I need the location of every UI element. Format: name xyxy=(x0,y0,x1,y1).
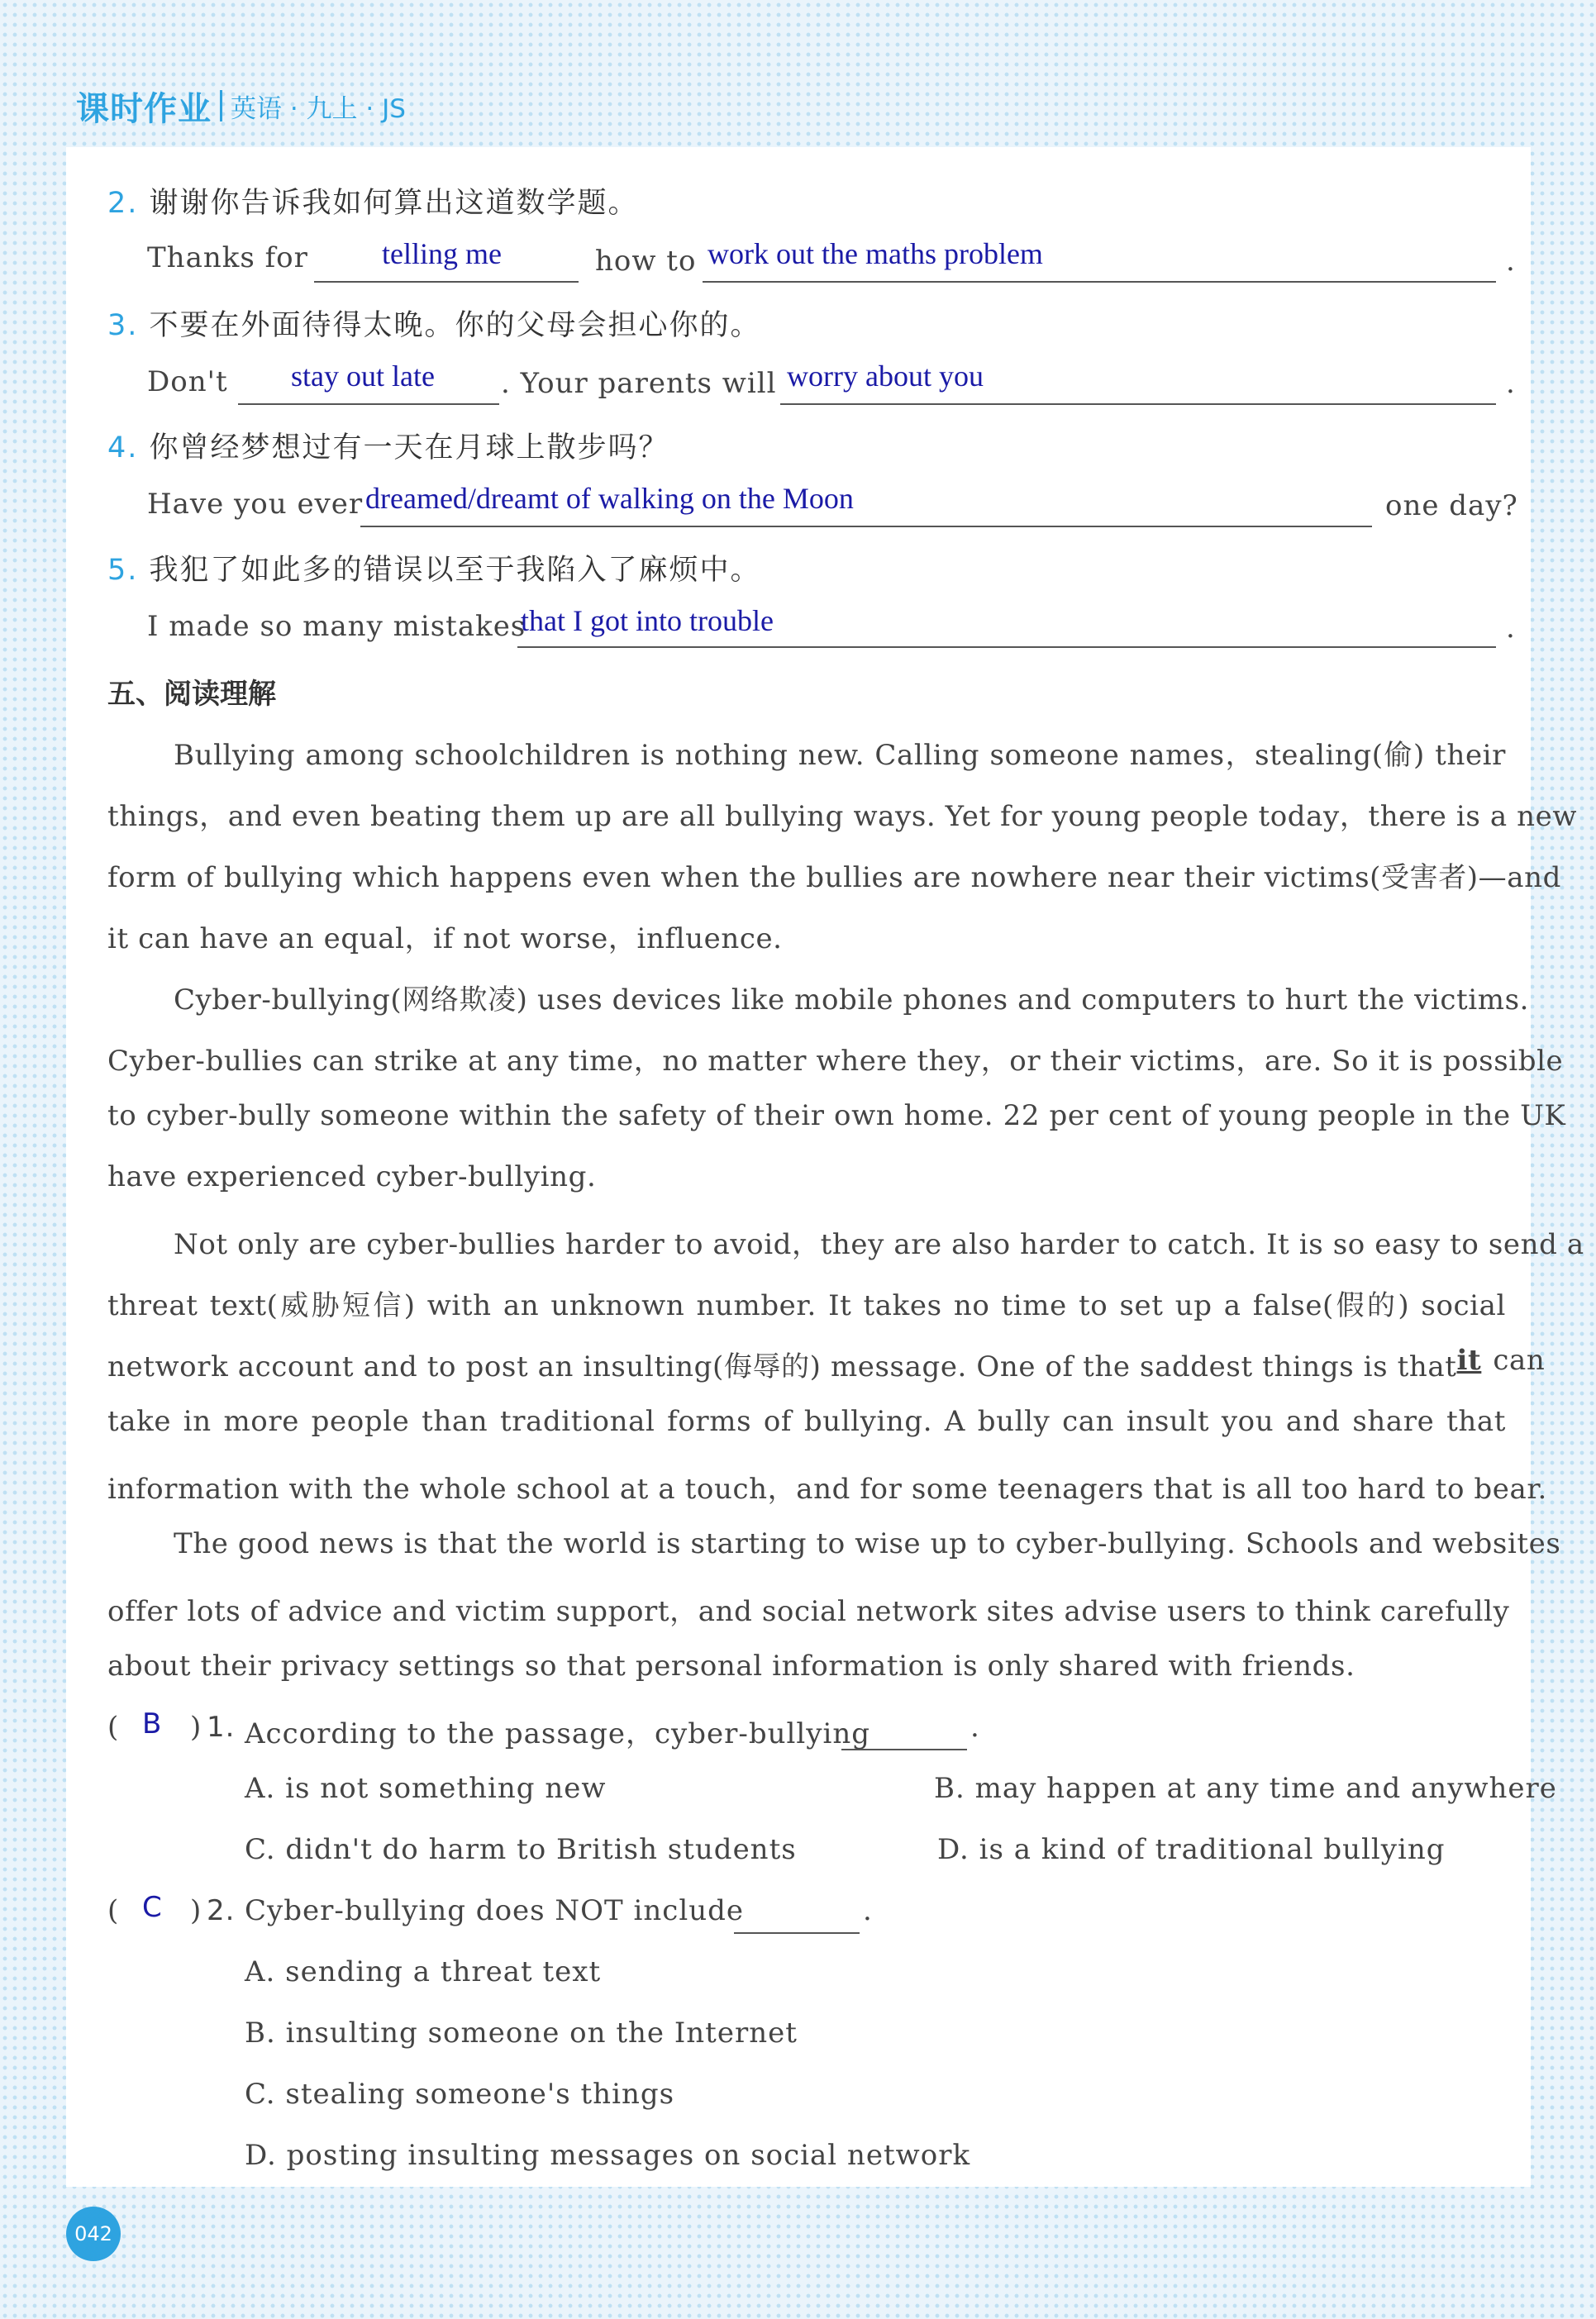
page-header xyxy=(76,81,406,131)
translation-item-4-end: one day? xyxy=(1385,489,1518,522)
translation-item-2-end: . xyxy=(1506,245,1516,278)
translation-item-4-blank1 xyxy=(360,526,1372,527)
passage-line-7: to cyber-bully someone within the safety of their own home. 22 per cent of young people in the UK xyxy=(107,1099,1566,1132)
passage-line-15: offer lots of advice and victim support，and social network sites advise users to think carefully xyxy=(107,1595,1510,1628)
question-1-option-a: A. is not something new xyxy=(245,1772,607,1805)
translation-item-3-chinese: 3. 不要在外面待得太晚。你的父母会担心你的。 xyxy=(107,309,761,342)
passage-line-5: Cyber-bullying(网络欺凌) uses devices like mobile phones and computers to hurt the victims. xyxy=(174,983,1530,1017)
translation-item-2-blank2 xyxy=(703,281,1496,283)
translation-item-5-chinese: 5. 我犯了如此多的错误以至于我陷入了麻烦中。 xyxy=(107,554,761,587)
translation-item-3-end: . xyxy=(1506,367,1516,400)
translation-item-2-answer1: telling me xyxy=(382,237,502,270)
page-number: 042 xyxy=(66,2207,121,2261)
question-2-end: . xyxy=(863,1894,873,1927)
question-1-answer: B xyxy=(142,1707,162,1740)
question-1-paren-close: ) xyxy=(190,1711,202,1744)
passage-line-14: The good news is that the world is starting to wise up to cyber-bullying. Schools and websites xyxy=(174,1527,1561,1560)
question-2-option-d: D. posting insulting messages on social network xyxy=(245,2139,971,2172)
question-2-option-b: B. insulting someone on the Internet xyxy=(245,2017,798,2050)
question-2-paren-open: ( xyxy=(107,1894,120,1927)
brand-title: 课时作业 xyxy=(76,89,212,128)
translation-item-5-end: . xyxy=(1506,612,1516,645)
translation-item-5-part1: I made so many mistakes xyxy=(147,610,526,643)
question-1-option-b: B. may happen at any time and anywhere xyxy=(934,1772,1557,1805)
translation-item-3-part1: Don't xyxy=(147,365,228,398)
passage-line-6: Cyber-bullies can strike at any time，no matter where they，or their victims，are. So it is possible xyxy=(107,1045,1564,1078)
question-1-stem: According to the passage，cyber-bullying xyxy=(245,1717,871,1750)
translation-item-2-part2: how to xyxy=(595,245,697,278)
passage-line-9: Not only are cyber-bullies harder to avoid，they are also harder to catch. It is so easy to send a xyxy=(174,1228,1584,1261)
passage-line-10: threat text(威胁短信) with an unknown number. It takes no time to set up a false(假的) social xyxy=(107,1289,1506,1322)
passage-line-4: it can have an equal，if not worse，influence. xyxy=(107,922,783,955)
reading-section-title: 五、阅读理解 xyxy=(107,678,276,711)
question-2-answer: C xyxy=(142,1891,162,1924)
translation-item-2-blank1 xyxy=(314,281,579,283)
translation-item-5-answer1: that I got into trouble xyxy=(521,604,774,637)
passage-line-16: about their privacy settings so that personal information is only shared with friends. xyxy=(107,1650,1355,1683)
question-1-end: . xyxy=(970,1711,980,1744)
question-2-paren-close: ) xyxy=(190,1894,202,1927)
translation-item-4-chinese: 4. 你曾经梦想过有一天在月球上散步吗？ xyxy=(107,431,669,464)
translation-item-4-part1: Have you ever xyxy=(147,488,364,521)
question-1-blank xyxy=(841,1749,967,1750)
translation-item-2-answer2: work out the maths problem xyxy=(707,237,1043,270)
translation-item-3-answer1: stay out late xyxy=(291,360,435,393)
passage-line-2: things，and even beating them up are all bullying ways. Yet for young people today，there is a new xyxy=(107,800,1578,833)
passage-line-13: information with the whole school at a touch，and for some teenagers that is all too hard to bear. xyxy=(107,1473,1547,1506)
question-1-paren-open: ( xyxy=(107,1711,120,1744)
translation-item-5-blank1 xyxy=(517,646,1496,648)
passage-line-3: form of bullying which happens even when the bullies are nowhere near their victims(受害者)—and xyxy=(107,861,1562,894)
question-1-number: 1. xyxy=(207,1711,236,1744)
passage-line-11: network account and to post an insulting(侮辱的) message. One of the saddest things is that it can xyxy=(107,1344,1546,1383)
translation-item-3-blank2 xyxy=(780,403,1496,405)
translation-item-3-answer2: worry about you xyxy=(787,360,984,393)
passage-line-1: Bullying among schoolchildren is nothing new. Calling someone names，stealing(偷) their xyxy=(174,739,1506,772)
translation-item-3-blank1 xyxy=(238,403,499,405)
passage-line-8: have experienced cyber-bullying. xyxy=(107,1160,597,1193)
translation-item-3-part2: . Your parents will xyxy=(501,367,777,400)
question-2-stem: Cyber-bullying does NOT include xyxy=(245,1894,745,1927)
question-2-blank xyxy=(734,1932,860,1934)
translation-item-2-part1: Thanks for xyxy=(147,241,308,274)
question-2-option-a: A. sending a threat text xyxy=(245,1955,602,1988)
question-2-option-c: C. stealing someone's things xyxy=(245,2078,675,2111)
translation-item-4-answer1: dreamed/dreamt of walking on the Moon xyxy=(365,482,854,515)
question-1-option-d: D. is a kind of traditional bullying xyxy=(937,1833,1446,1866)
question-1-option-c: C. didn't do harm to British students xyxy=(245,1833,797,1866)
header-divider xyxy=(220,90,222,121)
question-2-number: 2. xyxy=(207,1894,236,1927)
subject-label: 英语 · 九上 · JS xyxy=(231,93,406,124)
translation-item-2-chinese: 2. 谢谢你告诉我如何算出这道数学题。 xyxy=(107,187,639,220)
underlined-it: it xyxy=(1456,1344,1482,1377)
passage-line-12: take in more people than traditional forms of bullying. A bully can insult you and share that xyxy=(107,1405,1506,1438)
